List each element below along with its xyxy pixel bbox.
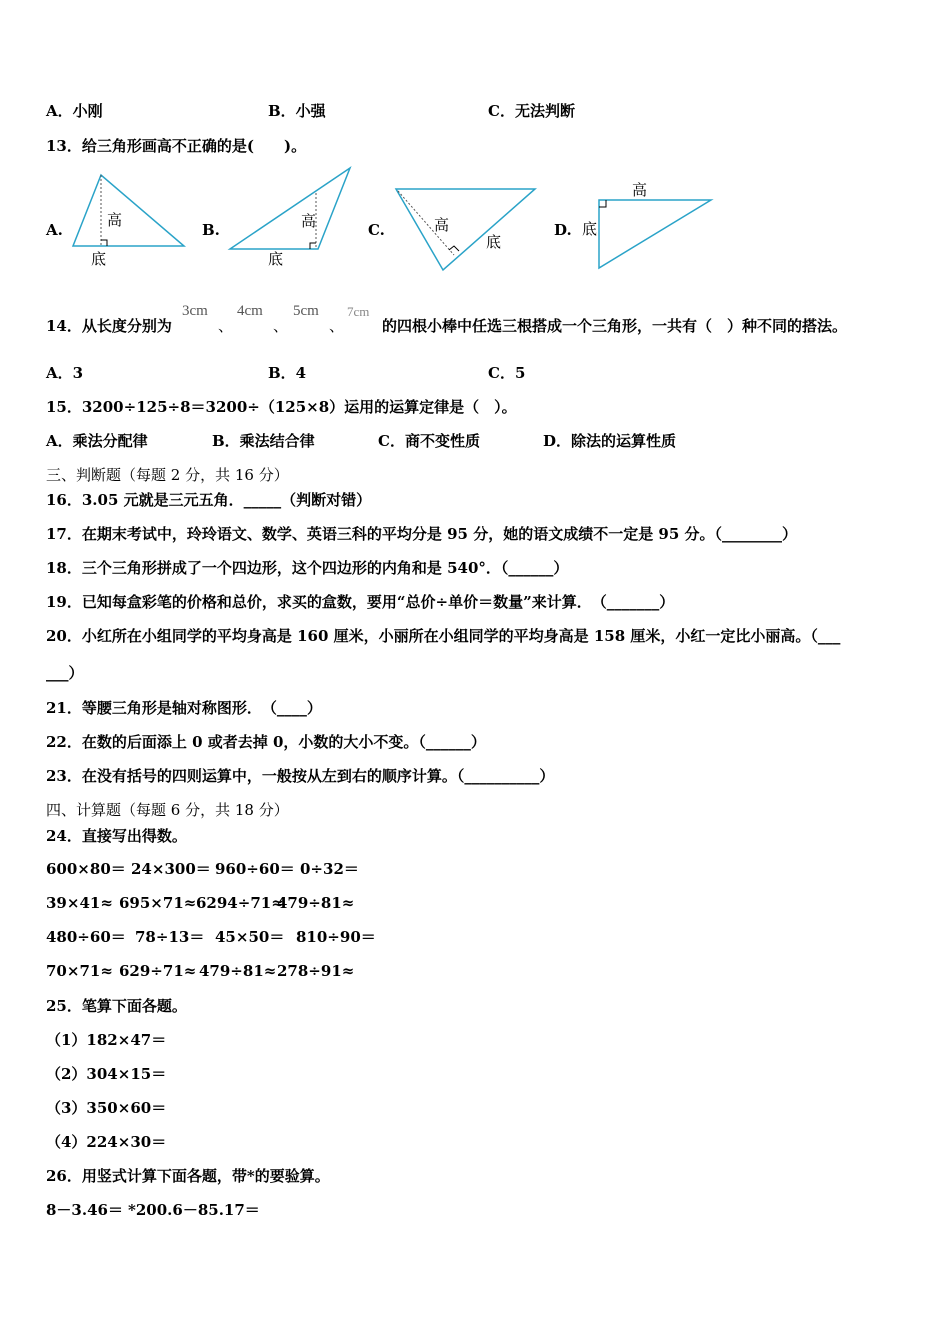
triangle-c <box>396 189 535 270</box>
section-4-heading: 四、计算题（每题 6 分，共 18 分） <box>46 801 289 819</box>
stick-length-1: 3cm <box>182 303 208 319</box>
q14-sep-1: 、 <box>218 317 234 335</box>
q25-stem: 25．笔算下面各题。 <box>46 997 187 1015</box>
calc-r1-c1: 600×80＝ <box>46 860 126 878</box>
q26-stem: 26．用竖式计算下面各题，带*的要验算。 <box>46 1167 330 1185</box>
q16-judge: 16．3.05 元就是三元五角．_____（判断对错） <box>46 491 372 509</box>
triangle-b-high-label: 高 <box>301 212 317 230</box>
calc-r2-c1: 39×41≈ <box>46 894 113 912</box>
q15-option-b[interactable]: B．乘法结合律 <box>212 432 315 450</box>
triangle-b <box>230 168 350 268</box>
q20-judge: 20．小红所在小组同学的平均身高是 160 厘米，小丽所在小组同学的平均身高是 158 厘米，小红一定比小丽高。（___ <box>46 627 841 645</box>
calc-r2-c3: 6294÷71≈ <box>196 894 284 912</box>
q14-stem-post: 的四根小棒中任选三根搭成一个三角形，一共有（ ）种不同的搭法。 <box>382 317 848 335</box>
calc-r4-c1: 70×71≈ <box>46 962 113 980</box>
calc-r3-c1: 480÷60＝ <box>46 928 126 946</box>
q17-judge: 17．在期末考试中，玲玲语文、数学、英语三科的平均分是 95 分，她的语文成绩不一定是 95 分。（________） <box>46 525 798 543</box>
calc-r3-c3: 45×50＝ <box>215 928 285 946</box>
q13-label-d[interactable]: D. <box>554 221 572 239</box>
q13-label-c[interactable]: C. <box>368 221 385 239</box>
calc-r1-c2: 24×300＝ <box>131 860 211 878</box>
calc-r4-c2: 629÷71≈ <box>119 962 197 980</box>
calc-r4-c4: 278÷91≈ <box>277 962 355 980</box>
q13-label-a[interactable]: A. <box>46 221 63 239</box>
calc-r2-c4: 479÷81≈ <box>277 894 355 912</box>
q13-stem: 13．给三角形画高不正确的是( )。 <box>46 137 307 155</box>
triangle-c-base-label: 底 <box>486 233 502 251</box>
stick-length-4: 7cm <box>347 304 370 319</box>
q14-option-b[interactable]: B．4 <box>268 364 307 382</box>
q14-stem-pre: 14．从长度分别为 <box>46 317 172 335</box>
stick-length-3: 5cm <box>293 303 319 319</box>
calc-r1-c4: 0÷32＝ <box>300 860 359 878</box>
calc-r4-c3: 479÷81≈ <box>199 962 277 980</box>
q23-judge: 23．在没有括号的四则运算中，一般按从左到右的顺序计算。（__________） <box>46 767 555 785</box>
calc-r2-c2: 695×71≈ <box>119 894 197 912</box>
q12-option-b[interactable]: B．小强 <box>268 102 326 120</box>
q25-item-3: （3）350×60＝ <box>46 1099 167 1117</box>
stick-length-2: 4cm <box>237 303 263 319</box>
q26-item-1: 8－3.46＝ <box>46 1201 123 1219</box>
q15-stem: 15．3200÷125÷8＝3200÷（125×8）运用的运算定律是（ ）。 <box>46 398 517 416</box>
q20-judge-cont: ___） <box>46 664 84 682</box>
q25-item-2: （2）304×15＝ <box>46 1065 167 1083</box>
q15-option-c[interactable]: C．商不变性质 <box>378 432 480 450</box>
triangle-d <box>582 181 711 268</box>
q12-option-c[interactable]: C．无法判断 <box>488 102 575 120</box>
triangle-a-base-label: 底 <box>91 250 107 268</box>
triangle-a <box>73 175 184 268</box>
q18-judge: 18．三个三角形拼成了一个四边形，这个四边形的内角和是 540°．（______） <box>46 559 569 577</box>
q25-item-1: （1）182×47＝ <box>46 1031 167 1049</box>
q19-judge: 19．已知每盒彩笔的价格和总价，求买的盒数，要用“总价÷单价＝数量”来计算． （_______） <box>46 593 675 611</box>
q13-label-b[interactable]: B. <box>202 221 220 239</box>
q13-triangles-figure <box>0 160 950 280</box>
q15-option-d[interactable]: D．除法的运算性质 <box>543 432 677 450</box>
q24-stem: 24．直接写出得数。 <box>46 827 187 845</box>
q12-option-a[interactable]: A．小刚 <box>46 102 103 120</box>
triangle-d-high-label: 高 <box>632 181 648 199</box>
section-3-heading: 三、判断题（每题 2 分，共 16 分） <box>46 466 289 484</box>
triangle-b-base-label: 底 <box>268 250 284 268</box>
q22-judge: 22．在数的后面添上 0 或者去掉 0，小数的大小不变。（______） <box>46 733 486 751</box>
triangle-a-high-label: 高 <box>107 211 123 229</box>
q14-sep-3: 、 <box>329 317 345 335</box>
q26-item-2: *200.6－85.17＝ <box>128 1201 260 1219</box>
q25-item-4: （4）224×30＝ <box>46 1133 167 1151</box>
q14-option-a[interactable]: A．3 <box>46 364 84 382</box>
calc-r3-c2: 78÷13＝ <box>135 928 205 946</box>
q15-option-a[interactable]: A．乘法分配律 <box>46 432 148 450</box>
calc-r3-c4: 810÷90＝ <box>296 928 376 946</box>
triangle-c-high-label: 高 <box>434 216 450 234</box>
q14-option-c[interactable]: C．5 <box>488 364 526 382</box>
q21-judge: 21．等腰三角形是轴对称图形． （____） <box>46 699 322 717</box>
q14-sep-2: 、 <box>273 317 289 335</box>
triangle-d-base-label: 底 <box>582 220 598 238</box>
calc-r1-c3: 960÷60＝ <box>215 860 295 878</box>
